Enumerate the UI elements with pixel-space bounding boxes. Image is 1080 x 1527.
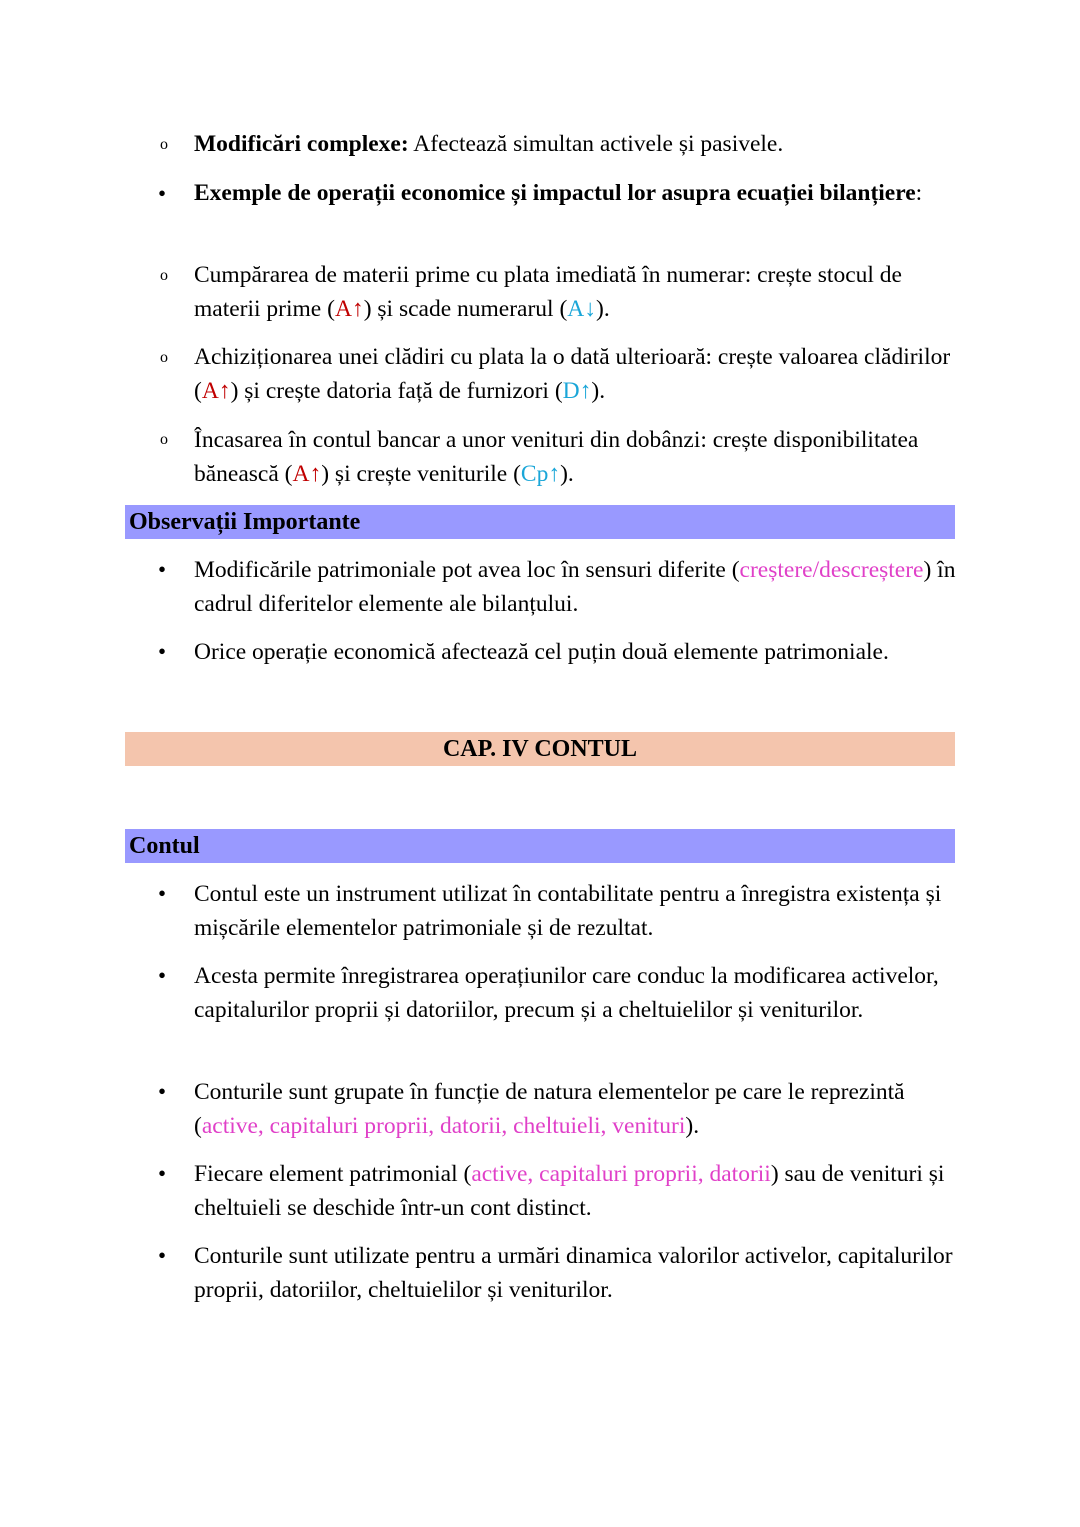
section-heading-observatii: Observații Importante <box>125 505 955 539</box>
examples-heading: Exemple de operații economice și impactul lor asupra ecuației bilanțiere <box>194 180 916 206</box>
bullet-icon: • <box>158 639 167 664</box>
highlight-text: active, capitaluri proprii, datorii <box>471 1161 771 1187</box>
example-text: Cumpărarea de materii prime cu plata imediată în numerar: crește stocul de materii prime ( <box>194 262 902 322</box>
example-text: ) și crește datoria față de furnizori ( <box>230 378 563 404</box>
example-text: ) și scade numerarul ( <box>363 296 568 322</box>
list-item-observatie-2: Orice operație economică afectează cel puțin două elemente patrimoniale. <box>194 639 889 665</box>
bullet-icon: • <box>158 881 167 906</box>
circle-bullet-icon: o <box>160 349 168 366</box>
list-item-contul-4 <box>194 1157 964 1225</box>
list-item-contul-2: Acesta permite înregistrarea operațiunilor care conduc la modificarea activelor, capitalurilor proprii și datoriilor, precum și a cheltuielilor și veniturilor. <box>194 963 939 1023</box>
list-item-examples-heading <box>194 176 964 210</box>
observatie-text: Modificările patrimoniale pot avea loc în sensuri diferite ( <box>194 557 740 583</box>
highlight-text: creștere/descreștere <box>739 557 924 583</box>
list-item-contul-1: Contul este un instrument utilizat în contabilitate pentru a înregistra existența și mișcările elementelor patrimoniale și de rezultat. <box>194 881 942 941</box>
bullet-icon: • <box>158 963 167 988</box>
bullet-icon: • <box>158 181 167 206</box>
equity-increase-tag: Cp↑ <box>520 461 561 487</box>
debt-increase-tag: D↑ <box>562 378 592 404</box>
asset-increase-tag: A↑ <box>334 296 364 322</box>
circle-bullet-icon: o <box>160 267 168 284</box>
list-item-contul-5: Conturile sunt utilizate pentru a urmări dinamica valorilor activelor, capitalurilor proprii, datoriilor, cheltuielilor și veniturilor. <box>194 1243 953 1303</box>
asset-increase-tag: A↑ <box>201 378 231 404</box>
example-text: ). <box>560 461 574 487</box>
asset-increase-tag: A↑ <box>292 461 322 487</box>
contul-text: Fiecare element patrimonial ( <box>194 1161 472 1187</box>
circle-bullet-icon: o <box>160 136 168 153</box>
asset-decrease-tag: A↓ <box>567 296 597 322</box>
example-text: Achiziționarea unei clădiri cu plata la o dată ulterioară: crește valoarea clădirilor ( <box>194 344 951 404</box>
example-text: ). <box>591 378 606 404</box>
example-text: Încasarea în contul bancar a unor venituri din dobânzi: crește disponibilitatea bănească ( <box>194 427 919 487</box>
list-item-example-1 <box>194 258 964 326</box>
circle-bullet-icon: o <box>160 431 168 448</box>
bullet-icon: • <box>158 1161 167 1186</box>
term-text: Afectează simultan activele și pasivele. <box>408 131 784 157</box>
term-label: Modificări complexe: <box>194 131 409 157</box>
examples-heading-tail: : <box>915 180 923 206</box>
list-item-observatie-1 <box>194 553 964 621</box>
example-text: ). <box>596 296 610 322</box>
list-item-example-2 <box>194 340 964 408</box>
observatie-text: ) în cadrul diferitelor elemente ale bilanțului. <box>194 557 956 617</box>
list-item-example-3 <box>194 423 964 491</box>
list-item-complex-changes <box>194 127 964 161</box>
list-item-contul-3 <box>194 1075 964 1143</box>
bullet-icon: • <box>158 1079 167 1104</box>
bullet-icon: • <box>158 557 167 582</box>
contul-text: Conturile sunt grupate în funcție de natura elementelor pe care le reprezintă ( <box>194 1079 905 1139</box>
example-text: ) și crește veniturile ( <box>321 461 521 487</box>
contul-text: ). <box>685 1113 700 1139</box>
chapter-title: CAP. IV CONTUL <box>125 732 955 766</box>
highlight-text: active, capitaluri proprii, datorii, cheltuieli, venituri <box>201 1113 686 1139</box>
contul-text: ) sau de venituri și cheltuieli se deschide într-un cont distinct. <box>194 1161 945 1221</box>
section-heading-contul: Contul <box>125 829 955 863</box>
bullet-icon: • <box>158 1243 167 1268</box>
